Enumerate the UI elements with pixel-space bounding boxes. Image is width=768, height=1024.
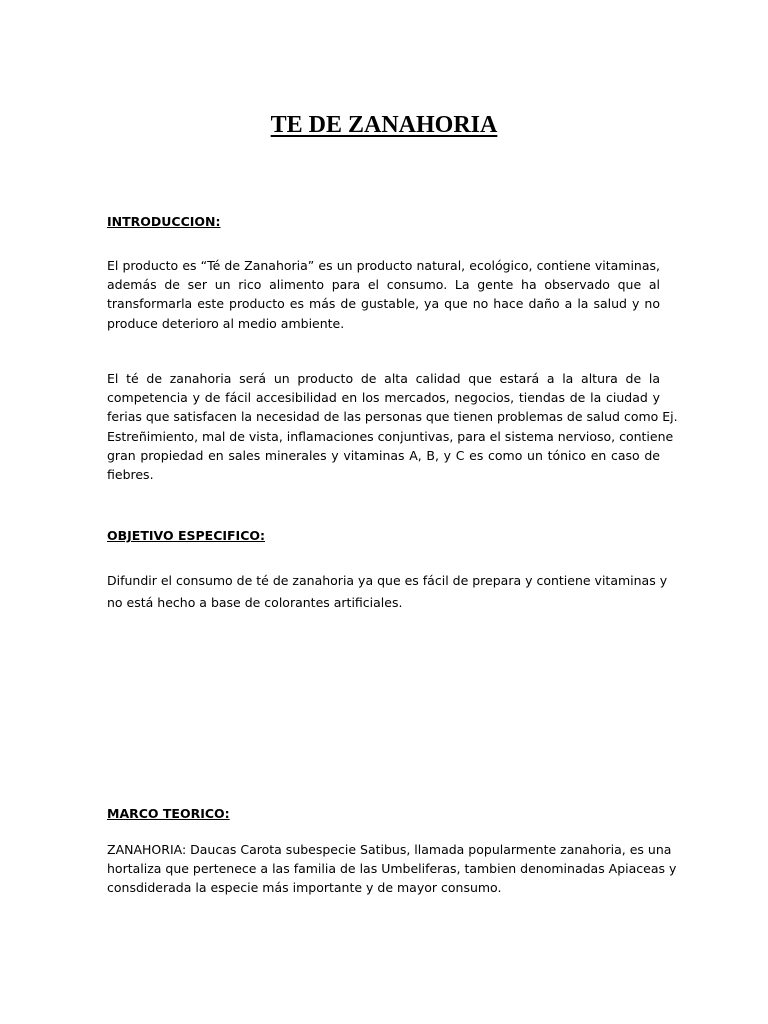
text-line: competencia y de fácil accesibilidad en los mercados, negocios, tiendas de la ciudad y — [107, 390, 660, 406]
text-line: no está hecho a base de colorantes artificiales. — [107, 595, 403, 610]
text-line: fiebres. — [107, 467, 154, 483]
text-line: Difundir el consumo de té de zanahoria ya que es fácil de prepara y contiene vitaminas y — [107, 573, 668, 588]
text-line: El té de zanahoria será un producto de alta calidad que estará a la altura de la — [107, 371, 660, 386]
document-title: TE DE ZANAHORIA — [270, 112, 498, 138]
text-line: ZANAHORIA: Daucas Carota subespecie Satibus, llamada popularmente zanahoria, es una — [107, 842, 672, 857]
text-line: produce deterioro al medio ambiente. — [107, 315, 345, 331]
text-line: Estreñimiento, mal de vista, inflamaciones conjuntivas, para el sistema nervioso, contiene — [107, 428, 674, 444]
text-line: El producto es “Té de Zanahoria” es un producto natural, ecológico, contiene vitaminas, — [107, 258, 660, 273]
text-line: ferias que satisfacen la necesidad de las personas que tienen problemas de salud como Ej. — [107, 409, 678, 425]
text-line: gran propiedad en sales minerales y vitaminas A, B, y C es como un tónico en caso de — [107, 447, 660, 463]
section-heading-introduccion: INTRODUCCION: — [107, 214, 221, 229]
objetivo-paragraph — [107, 570, 668, 614]
intro-paragraph-2 — [107, 369, 678, 484]
section-heading-marco: MARCO TEORICO: — [107, 806, 230, 821]
intro-paragraph-1 — [107, 256, 660, 333]
section-heading-objetivo: OBJETIVO ESPECIFICO: — [107, 528, 266, 543]
text-line: consdiderada la especie más importante y de mayor consumo. — [107, 880, 502, 896]
text-line: transformarla este producto es más de gustable, ya que no hace daño a la salud y no — [107, 296, 660, 312]
marco-paragraph — [107, 840, 677, 898]
text-line: hortaliza que pertenece a las familia de las Umbeliferas, tambien denominadas Apiaceas y — [107, 861, 677, 877]
text-line: además de ser un rico alimento para el consumo. La gente ha observado que al — [107, 277, 660, 293]
